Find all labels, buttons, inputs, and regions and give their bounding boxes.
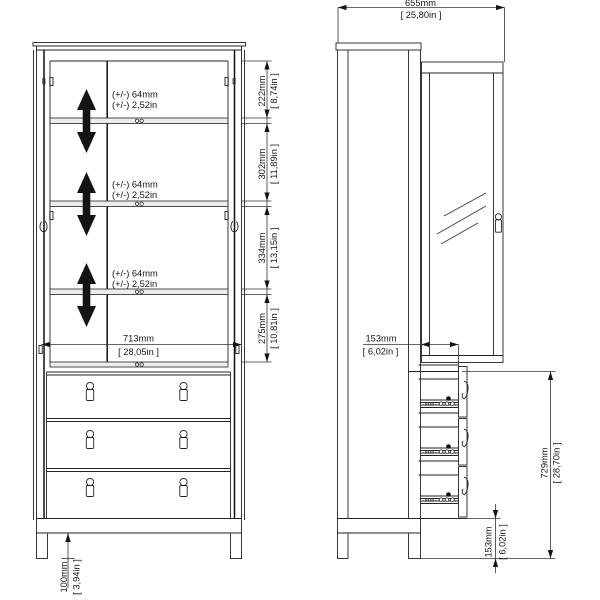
drawer-fronts [37,372,242,519]
dim-153-ext-in: [ 6,02in ] [362,346,399,357]
door-handle-icon [495,214,501,233]
side-carcass [338,50,468,559]
side-top-cap [336,43,421,50]
side-view [336,0,562,573]
dim-655-in: [ 25,80in ] [400,9,442,20]
shelf-tolerance-2-in: (+/-) 2,52in [112,189,158,200]
dim-100-in: [ 3,94in ] [71,559,82,595]
drawer-handle-icon [86,382,187,496]
dim-729-in: [ 28,70in ] [551,442,562,484]
drawer-extension-dimension [363,333,459,371]
dim-275-mm: 275mm [256,312,267,345]
dim-713-mm: 713mm [122,333,155,344]
dim-222-mm: 222mm [256,75,267,107]
glass-hatch-icon [437,193,486,244]
extended-drawers [409,365,469,517]
dim-222-in: [ 8,74in ] [269,73,280,109]
leg-height-dimension [59,533,81,595]
open-glass-door [422,62,504,363]
dim-302-mm: 302mm [256,148,267,180]
dim-302-in: [ 11,89in ] [269,143,280,185]
door-handle-icon [40,221,238,232]
shelf-pin-marks [135,119,143,366]
shelf-tolerance-3-in: (+/-) 2,52in [112,278,158,289]
dim-153-plinth-mm: 153mm [483,526,494,558]
clearance-depth-dimension [338,0,505,62]
front-view [33,43,279,595]
double-arrow-icon [77,263,96,327]
shelf-tolerance-1-in: (+/-) 2,52in [112,99,158,110]
dim-713-in: [ 28,05in ] [118,346,159,357]
shelf-tolerance-2-mm: (+/-) 64mm [112,179,158,190]
dim-729-mm: 729mm [539,447,550,479]
dim-334-in: [ 13,15in ] [269,227,280,269]
dim-100-mm: 100mm [59,561,70,593]
dim-334-mm: 334mm [256,232,267,264]
interior-width-dimension [42,333,242,357]
shelf-tolerance-1-mm: (+/-) 64mm [112,89,158,100]
dim-655-mm: 655mm [404,0,437,9]
dim-153-plinth-in: [ 6,02in ] [497,524,508,560]
dim-275-in: [ 10,81in ] [269,308,280,349]
shelf-tolerance-3-mm: (+/-) 64mm [112,268,158,279]
dim-153-ext-mm: 153mm [365,333,397,344]
front-height-dimensions [242,61,280,362]
